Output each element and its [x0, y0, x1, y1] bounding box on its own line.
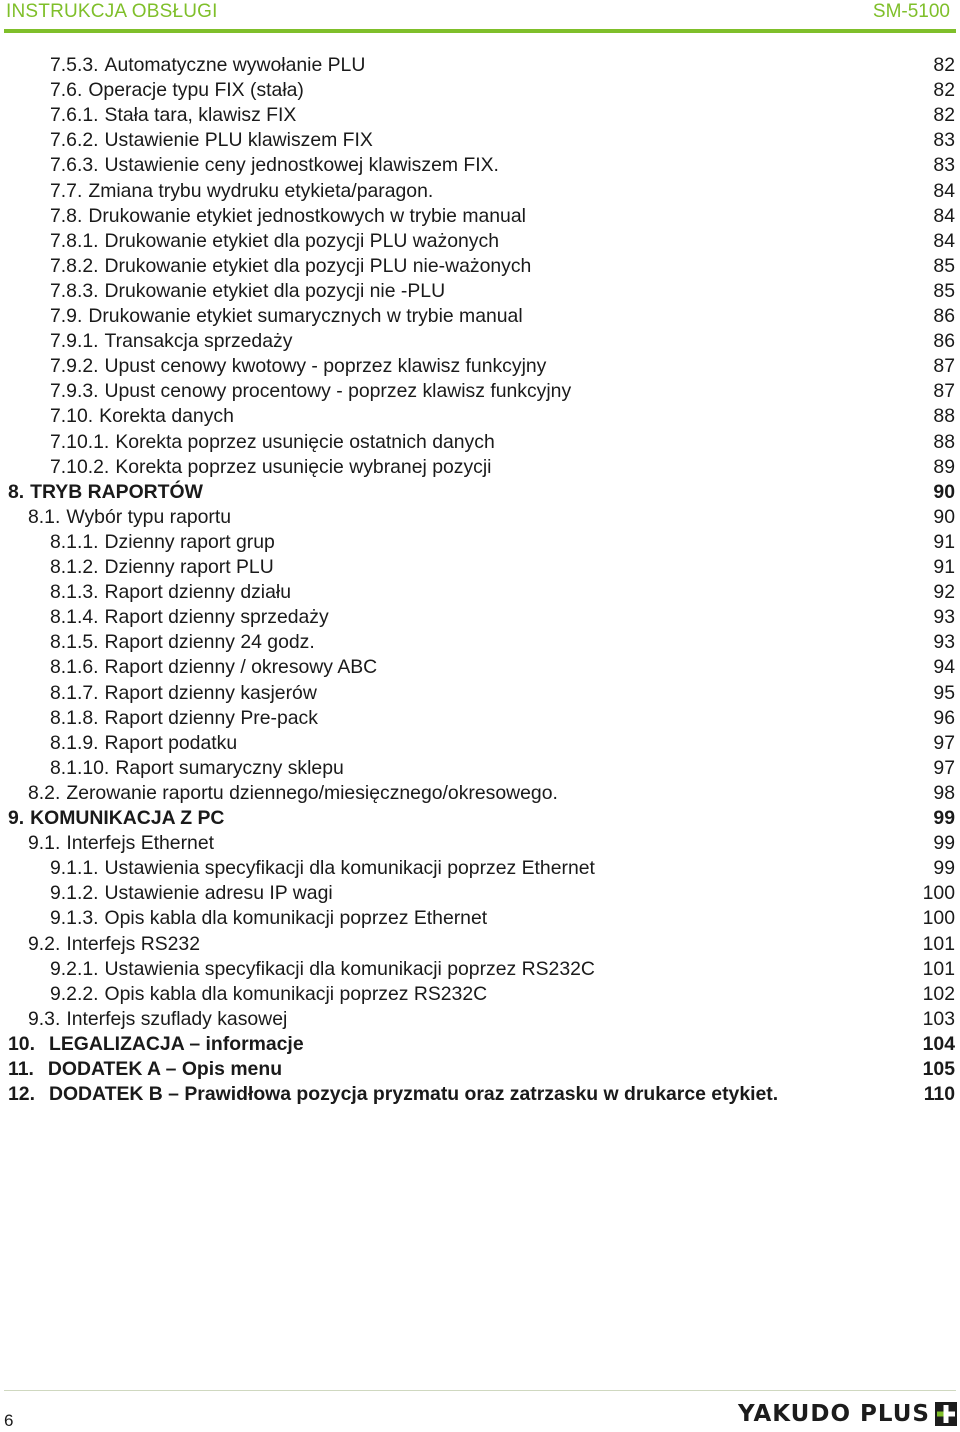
toc-entry-number: 9.3. — [28, 1007, 61, 1030]
toc-entry-number: 7.6.3. — [50, 154, 99, 177]
toc-entry-page: 82 — [933, 54, 955, 76]
toc-entry-page: 82 — [933, 104, 955, 127]
toc-entry-title: Raport dzienny kasjerów — [104, 681, 317, 704]
toc-entry-number: 8.1.7. — [50, 681, 99, 704]
toc-entry-page: 87 — [933, 380, 955, 403]
toc-entry-page: 84 — [933, 204, 955, 227]
toc-entry-page: 84 — [933, 229, 955, 252]
toc-entry-title: Opis kabla dla komunikacji poprzez Ethernet — [104, 907, 488, 930]
toc-entry[interactable] — [50, 630, 955, 655]
toc-entry-title: TRYB RAPORTÓW — [30, 480, 203, 503]
toc-entry[interactable] — [28, 932, 955, 957]
toc-entry-page: 85 — [933, 279, 955, 302]
toc-entry-page: 104 — [922, 1032, 955, 1055]
toc-entry-title: Raport sumaryczny sklepu — [115, 756, 344, 779]
toc-entry-title: Zerowanie raportu dziennego/miesięcznego/okresowego. — [66, 781, 558, 804]
toc-entry-number: 7.10. — [50, 405, 94, 428]
logo-text: YAKUDO PLUS — [738, 1401, 930, 1427]
toc-entry[interactable] — [50, 906, 955, 931]
toc-entry-title: KOMUNIKACJA Z PC — [30, 807, 225, 829]
toc-entry[interactable] — [50, 279, 955, 304]
toc-entry-title: Drukowanie etykiet dla pozycji PLU ważonych — [104, 229, 499, 252]
toc-entry-number: 9.1.3. — [50, 907, 99, 930]
toc-entry-title: Opis kabla dla komunikacji poprzez RS232C — [104, 982, 488, 1005]
toc-entry-title: Upust cenowy kwotowy - poprzez klawisz funkcyjny — [104, 355, 547, 378]
toc-entry-number: 10. — [8, 1032, 35, 1055]
toc-entry[interactable] — [8, 1032, 955, 1057]
toc-entry[interactable] — [50, 530, 955, 555]
toc-entry-page: 99 — [933, 832, 955, 855]
toc-entry-number: 7.6.2. — [50, 129, 99, 152]
toc-entry-title: Ustawienia specyfikacji dla komunikacji poprzez Ethernet — [104, 857, 595, 880]
toc-entry-title: Ustawienie PLU klawiszem FIX — [104, 129, 373, 152]
toc-entry-number: 9.1.2. — [50, 882, 99, 905]
toc-entry-number: 7.8. — [50, 204, 83, 227]
toc-entry-page: 89 — [933, 455, 955, 478]
toc-entry-page: 88 — [933, 430, 955, 453]
toc-entry-title: Drukowanie etykiet jednostkowych w trybie manual — [88, 204, 526, 227]
toc-entry[interactable] — [8, 1082, 955, 1107]
toc-entry-number: 8.2. — [28, 781, 61, 804]
toc-entry-page: 83 — [933, 154, 955, 177]
toc-entry[interactable] — [50, 404, 955, 429]
toc-entry[interactable] — [50, 605, 955, 630]
toc-entry-title: Raport dzienny Pre-pack — [104, 706, 318, 729]
toc-entry-number: 7.6. — [50, 79, 83, 102]
document-title: INSTRUKCJA OBSŁUGI — [6, 1, 218, 22]
toc-entry[interactable] — [50, 731, 955, 756]
toc-entry-title: DODATEK B – Prawidłowa pozycja pryzmatu oraz zatrzasku w drukarce etykiet. — [48, 1083, 779, 1106]
toc-entry-title: Interfejs RS232 — [66, 932, 200, 955]
toc-entry[interactable] — [50, 53, 955, 78]
toc-entry-number: 7.7. — [50, 179, 83, 202]
toc-entry[interactable] — [50, 78, 955, 103]
toc-entry[interactable] — [50, 379, 955, 404]
toc-entry-title: Raport podatku — [104, 731, 238, 754]
toc-entry[interactable] — [28, 781, 955, 806]
toc-entry-number: 8. — [8, 480, 25, 503]
toc-entry-title: Automatyczne wywołanie PLU — [104, 54, 366, 76]
toc-entry-title: Ustawienie adresu IP wagi — [104, 882, 333, 905]
toc-entry-title: Raport dzienny działu — [104, 581, 291, 604]
toc-entry-number: 12. — [8, 1083, 35, 1106]
toc-entry[interactable] — [50, 304, 955, 329]
toc-entry-page: 93 — [933, 631, 955, 654]
toc-entry-number: 7.5.3. — [50, 54, 99, 76]
toc-entry-page: 102 — [922, 982, 955, 1005]
toc-entry-title: Korekta danych — [99, 405, 234, 428]
toc-entry-number: 7.8.2. — [50, 254, 99, 277]
toc-entry-page: 84 — [933, 179, 955, 202]
toc-entry-page: 96 — [933, 706, 955, 729]
toc-entry-page: 85 — [933, 254, 955, 277]
toc-entry-number: 9.1.1. — [50, 857, 99, 880]
toc-entry[interactable] — [50, 982, 955, 1007]
toc-entry-number: 7.8.1. — [50, 229, 99, 252]
toc-entry-page: 87 — [933, 355, 955, 378]
toc-entry-page: 88 — [933, 405, 955, 428]
toc-entry-page: 105 — [922, 1058, 955, 1080]
toc-entry-page: 94 — [933, 656, 955, 679]
toc-entry-title: Drukowanie etykiet dla pozycji PLU nie-ważonych — [104, 254, 532, 277]
toc-entry[interactable] — [50, 430, 955, 455]
toc-entry-number: 7.9.2. — [50, 355, 99, 378]
toc-entry-page: 86 — [933, 330, 955, 353]
toc-entry-number: 9. — [8, 807, 25, 829]
toc-entry-number: 9.1. — [28, 832, 61, 855]
toc-entry-title: Zmiana trybu wydruku etykieta/paragon. — [88, 179, 434, 202]
toc-entry-title: Raport dzienny sprzedaży — [104, 606, 329, 629]
toc-entry-page: 90 — [933, 480, 955, 503]
toc-entry[interactable] — [50, 756, 955, 781]
toc-entry-page: 97 — [933, 756, 955, 779]
page-header — [0, 0, 960, 34]
toc-entry-page: 99 — [933, 807, 955, 829]
toc-entry[interactable] — [50, 957, 955, 982]
toc-entry-title: Ustawienie ceny jednostkowej klawiszem FIX. — [104, 154, 499, 177]
footer-rule — [4, 1390, 956, 1391]
toc-entry[interactable] — [50, 555, 955, 580]
toc-entry-number: 7.9.1. — [50, 330, 99, 353]
toc-entry[interactable] — [50, 153, 955, 178]
toc-entry-number: 8.1.5. — [50, 631, 99, 654]
toc-entry-title: Interfejs Ethernet — [66, 832, 215, 855]
toc-entry-number: 7.8.3. — [50, 279, 99, 302]
toc-entry-page: 101 — [922, 957, 955, 980]
toc-entry-number: 7.10.2. — [50, 455, 110, 478]
toc-entry-number: 8.1.4. — [50, 606, 99, 629]
toc-entry-page: 86 — [933, 305, 955, 327]
toc-entry[interactable] — [28, 831, 955, 856]
header-rule — [4, 29, 956, 33]
toc-entry-page: 97 — [933, 731, 955, 754]
toc-entry[interactable] — [50, 229, 955, 254]
toc-entry-title: Korekta poprzez usunięcie ostatnich danych — [115, 430, 495, 453]
toc-entry[interactable] — [50, 856, 955, 881]
toc-entry[interactable] — [50, 706, 955, 731]
toc-entry-page: 98 — [933, 781, 955, 804]
toc-entry[interactable] — [50, 881, 955, 906]
toc-entry[interactable] — [8, 806, 955, 831]
toc-entry-number: 8.1.1. — [50, 530, 99, 553]
toc-entry-page: 93 — [933, 606, 955, 629]
toc-entry-number: 8.1.9. — [50, 731, 99, 754]
toc-entry[interactable] — [50, 179, 955, 204]
toc-entry-number: 8.1.3. — [50, 581, 99, 604]
toc-entry[interactable] — [50, 681, 955, 706]
page-number: 6 — [4, 1411, 14, 1430]
toc-entry-page: 83 — [933, 129, 955, 152]
toc-entry-title: Korekta poprzez usunięcie wybranej pozycji — [115, 455, 492, 478]
toc-entry-title: Raport dzienny 24 godz. — [104, 631, 315, 654]
toc-entry-number: 7.9.3. — [50, 380, 99, 403]
toc-entry[interactable] — [28, 505, 955, 530]
toc-entry-number: 8.1.10. — [50, 756, 110, 779]
toc-entry-number: 7.10.1. — [50, 430, 110, 453]
toc-entry-title: Drukowanie etykiet dla pozycji nie -PLU — [104, 279, 446, 302]
toc-entry-number: 7.9. — [50, 305, 83, 327]
toc-entry[interactable] — [50, 128, 955, 153]
toc-entry-title: Raport dzienny / okresowy ABC — [104, 656, 378, 679]
toc-entry[interactable] — [8, 480, 955, 505]
toc-entry[interactable] — [50, 254, 955, 279]
toc-entry-page: 95 — [933, 681, 955, 704]
toc-entry-title: Dzienny raport grup — [104, 530, 275, 553]
toc-entry-page: 82 — [933, 79, 955, 102]
toc-entry-number: 7.6.1. — [50, 104, 99, 127]
toc-entry[interactable] — [50, 204, 955, 229]
toc-entry-number: 8.1.6. — [50, 656, 99, 679]
toc-entry-number: 11. — [8, 1058, 34, 1080]
toc-entry[interactable] — [8, 1057, 955, 1082]
toc-entry-page: 100 — [922, 882, 955, 905]
toc-entry-title: Interfejs szuflady kasowej — [66, 1007, 288, 1030]
toc-entry-title: LEGALIZACJA – informacje — [48, 1032, 304, 1055]
toc-entry[interactable] — [50, 329, 955, 354]
toc-entry-page: 100 — [922, 907, 955, 930]
toc-entry-title: Upust cenowy procentowy - poprzez klawisz funkcyjny — [104, 380, 572, 403]
toc-entry-number: 8.1. — [28, 505, 61, 528]
toc-entry-page: 110 — [923, 1083, 955, 1106]
toc-entry-page: 91 — [933, 530, 955, 553]
toc-entry[interactable] — [50, 655, 955, 680]
toc-entry-number: 9.2.1. — [50, 957, 99, 980]
toc-entry[interactable] — [28, 1007, 955, 1032]
toc-entry-title: Wybór typu raportu — [66, 505, 232, 528]
toc-entry-title: Stała tara, klawisz FIX — [104, 104, 297, 127]
toc-entry-number: 9.2.2. — [50, 982, 99, 1005]
brand-logo — [738, 1398, 958, 1430]
plus-square-icon — [934, 1401, 958, 1427]
toc-entry-page: 101 — [922, 932, 955, 955]
toc-entry-page: 99 — [933, 857, 955, 880]
toc-entry-title: Operacje typu FIX (stała) — [88, 79, 304, 102]
toc-entry-title: Transakcja sprzedaży — [104, 330, 293, 353]
toc-entry-number: 8.1.2. — [50, 556, 99, 578]
toc-entry[interactable] — [50, 354, 955, 379]
toc-entry-page: 90 — [933, 505, 955, 528]
toc-entry-number: 8.1.8. — [50, 706, 99, 729]
toc-entry-title: DODATEK A – Opis menu — [47, 1058, 283, 1080]
toc-entry-title: Drukowanie etykiet sumarycznych w trybie manual — [88, 305, 523, 327]
toc-entry-page: 92 — [933, 581, 955, 604]
toc-entry-page: 103 — [922, 1007, 955, 1030]
toc-entry-page: 91 — [933, 556, 955, 578]
toc-entry[interactable] — [50, 455, 955, 480]
toc-entry[interactable] — [50, 103, 955, 128]
toc-entry-title: Dzienny raport PLU — [104, 556, 274, 578]
toc-entry[interactable] — [50, 580, 955, 605]
toc-entry-number: 9.2. — [28, 932, 61, 955]
model-name: SM-5100 — [872, 1, 950, 22]
toc-entry-title: Ustawienia specyfikacji dla komunikacji poprzez RS232C — [104, 957, 595, 980]
